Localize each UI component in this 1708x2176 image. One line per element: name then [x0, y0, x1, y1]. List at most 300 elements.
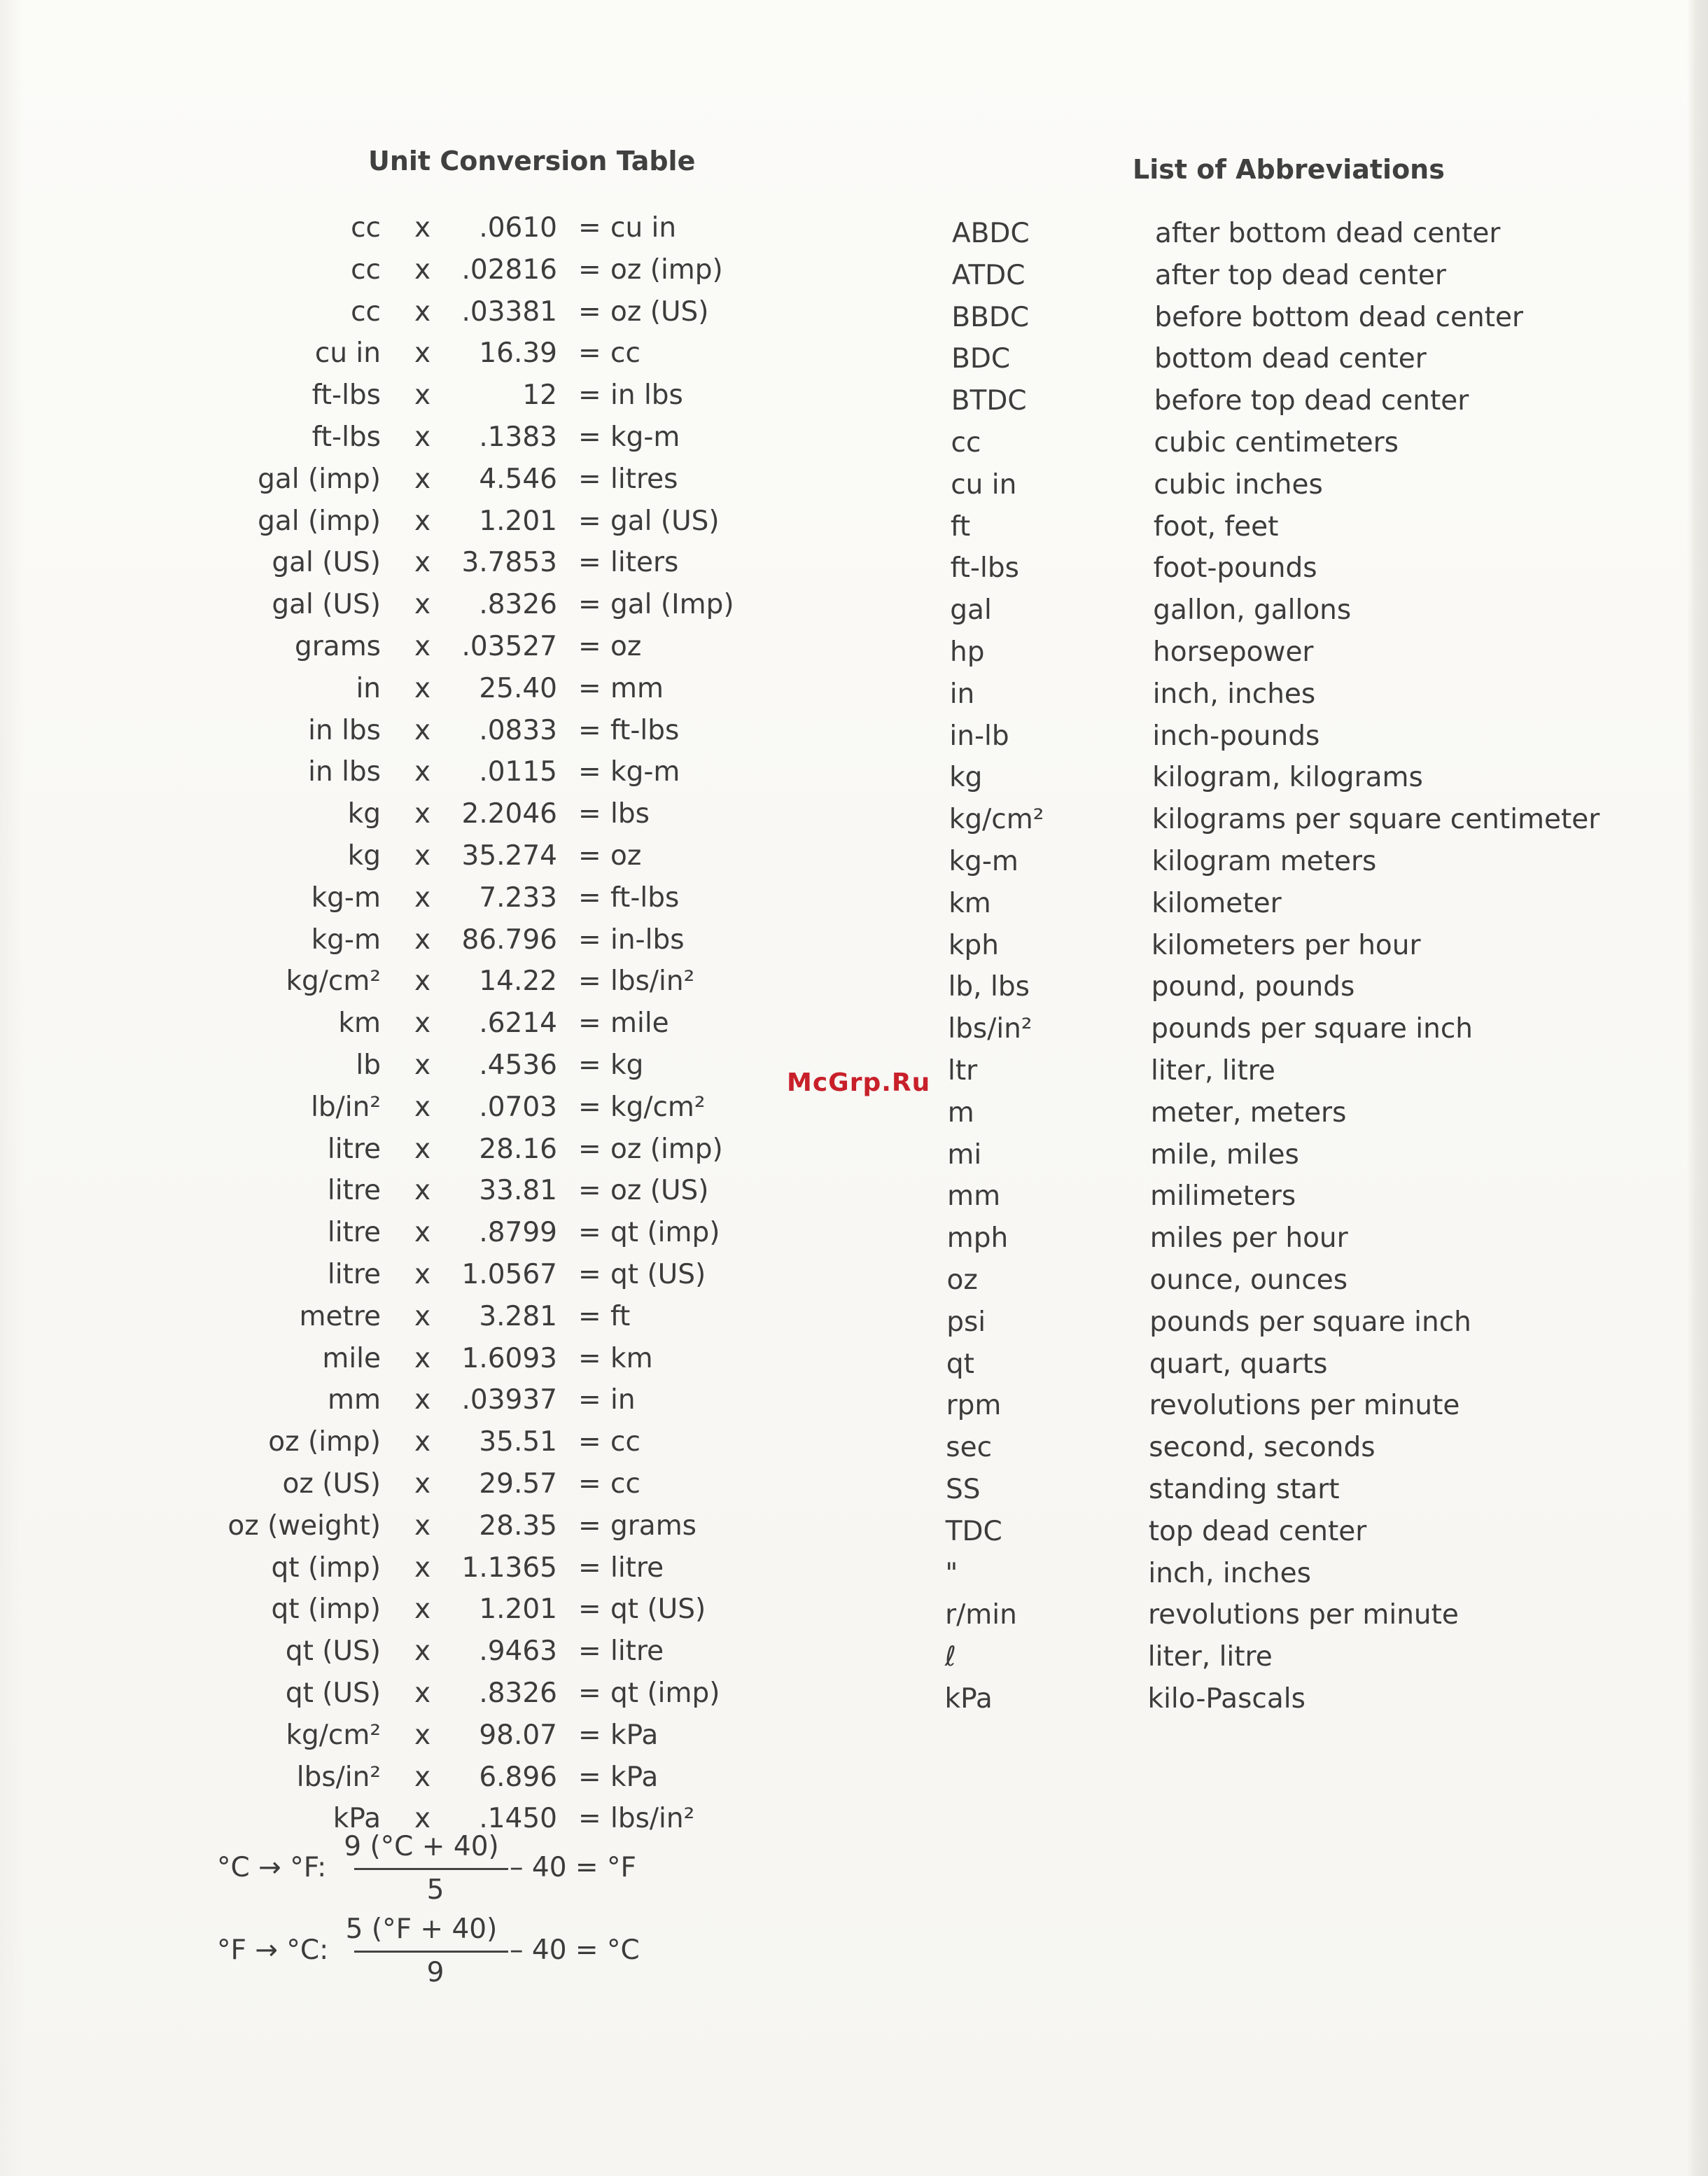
multiply-sign: x [414, 1761, 431, 1793]
conversion-factor: .0610 [479, 212, 557, 244]
conversion-factor: 3.7853 [461, 547, 557, 579]
abbreviation-row [947, 1218, 1708, 1260]
abbreviation-meaning: before top dead center [1154, 385, 1469, 417]
to-unit: gal (US) [610, 505, 720, 537]
abbreviation-meaning: pounds per square inch [1151, 1013, 1473, 1045]
conversion-row [0, 1087, 770, 1129]
abbreviation-row [951, 380, 1708, 422]
conversion-row [0, 877, 770, 919]
abbreviation: BBDC [951, 301, 1030, 333]
abbreviation-meaning: standing start [1149, 1474, 1340, 1505]
abbreviation-row [949, 841, 1708, 883]
formula-tail: – 40 = °F [510, 1852, 636, 1883]
to-unit: cc [610, 1468, 640, 1500]
multiply-sign: x [414, 1678, 431, 1709]
abbreviation-meaning: kilograms per square centimeter [1152, 804, 1600, 836]
abbreviation-meaning: cubic inches [1154, 468, 1323, 501]
multiply-sign: x [414, 337, 431, 370]
equals-sign: = [578, 1719, 601, 1751]
equals-sign: = [578, 1217, 601, 1249]
multiply-sign: x [414, 1719, 431, 1751]
abbreviation-row [945, 1636, 1708, 1678]
from-unit: ft-lbs [312, 421, 381, 453]
multiply-sign: x [414, 1300, 431, 1332]
abbreviation-meaning: gallon, gallons [1153, 594, 1352, 627]
to-unit: ft-lbs [610, 714, 680, 746]
formula-label: °F → °C: [217, 1934, 329, 1966]
conversion-factor: .8799 [479, 1217, 557, 1249]
equals-sign: = [578, 337, 601, 370]
conversion-row [0, 1170, 770, 1212]
abbreviation-meaning: kilo-Pascals [1147, 1683, 1306, 1715]
from-unit: in lbs [308, 756, 381, 788]
equals-sign: = [578, 756, 601, 788]
to-unit: mile [610, 1007, 669, 1040]
conversion-row [0, 1757, 770, 1799]
abbreviation-row [946, 1302, 1708, 1344]
abbreviation-row [952, 255, 1708, 297]
abbreviation: kg [949, 762, 983, 794]
conversion-row [0, 835, 770, 877]
conversion-factor: 12 [522, 379, 557, 412]
to-unit: kg-m [610, 756, 680, 788]
equals-sign: = [578, 589, 601, 621]
to-unit: km [610, 1342, 653, 1374]
abbreviation: qt [946, 1348, 974, 1380]
to-unit: in [610, 1384, 636, 1416]
abbreviation-row [950, 674, 1708, 716]
multiply-sign: x [414, 714, 431, 746]
to-unit: kg-m [610, 421, 680, 453]
abbreviation: oz [946, 1264, 978, 1296]
to-unit: lbs/in² [610, 965, 695, 998]
conversion-factor: .03937 [461, 1384, 557, 1416]
conversion-row [0, 333, 770, 375]
abbreviation-meaning: quart, quarts [1149, 1348, 1328, 1380]
abbreviation: lbs/in² [948, 1013, 1032, 1045]
from-unit: oz (US) [282, 1468, 381, 1500]
abbreviation: mph [946, 1222, 1009, 1255]
abbreviation-row [948, 966, 1708, 1008]
abbreviation-row [950, 590, 1708, 632]
abbreviation-meaning: revolutions per minute [1149, 1390, 1460, 1422]
to-unit: lbs/in² [610, 1803, 695, 1835]
conversion-factor: 6.896 [479, 1761, 557, 1793]
conversion-row [0, 1379, 770, 1421]
equals-sign: = [578, 1091, 601, 1123]
from-unit: lb/in² [311, 1091, 381, 1123]
abbreviation-meaning: foot, feet [1153, 510, 1279, 543]
equals-sign: = [578, 253, 601, 286]
from-unit: litre [327, 1175, 381, 1207]
to-unit: lbs [610, 798, 650, 830]
to-unit: qt (imp) [610, 1217, 720, 1249]
abbreviation: BDC [951, 343, 1011, 375]
conversion-row [0, 207, 770, 249]
abbreviation-meaning: milimeters [1150, 1180, 1296, 1213]
abbreviation-row [951, 338, 1708, 380]
formula-denominator: 5 [426, 1874, 444, 1906]
conversion-row [0, 1296, 770, 1338]
formula-numerator: 5 (°F + 40) [345, 1913, 498, 1945]
conversion-factor: 98.07 [479, 1719, 557, 1751]
from-unit: grams [295, 631, 381, 662]
abbreviation-row [949, 716, 1708, 758]
multiply-sign: x [414, 1468, 431, 1500]
abbreviation-meaning: after top dead center [1154, 259, 1446, 291]
conversion-row [0, 1129, 770, 1171]
conversion-row [0, 1547, 770, 1589]
multiply-sign: x [414, 881, 431, 914]
from-unit: gal (US) [272, 547, 381, 579]
conversion-row [0, 1421, 770, 1463]
conversion-factor: 14.22 [479, 965, 557, 998]
to-unit: mm [610, 672, 664, 704]
conversion-factor: 1.6093 [461, 1342, 557, 1374]
formula-denominator: 9 [426, 1957, 444, 1988]
abbreviation: kph [948, 929, 999, 961]
multiply-sign: x [414, 1259, 431, 1290]
abbreviation-row [945, 1553, 1708, 1595]
conversion-row [0, 793, 770, 835]
from-unit: kg-m [311, 881, 381, 914]
conversion-factor: 35.51 [479, 1426, 557, 1458]
from-unit: metre [299, 1300, 381, 1332]
multiply-sign: x [414, 1049, 431, 1081]
multiply-sign: x [414, 1426, 431, 1458]
abbreviation: " [945, 1557, 958, 1589]
abbreviation: lb, lbs [948, 971, 1030, 1003]
conversion-row [0, 1338, 770, 1380]
to-unit: ft-lbs [610, 881, 680, 914]
conversion-factor: 29.57 [479, 1468, 557, 1500]
equals-sign: = [578, 1007, 601, 1040]
fraction-bar [354, 1868, 508, 1870]
abbreviation-meaning: mile, miles [1150, 1138, 1299, 1171]
abbreviation-meaning: liter, litre [1151, 1055, 1275, 1087]
abbreviation-row [952, 213, 1708, 255]
abbreviation-meaning: liter, litre [1147, 1641, 1273, 1673]
abbreviation-row [945, 1594, 1708, 1636]
multiply-sign: x [414, 1175, 431, 1207]
abbreviation-meaning: miles per hour [1149, 1222, 1348, 1255]
from-unit: litre [327, 1259, 381, 1290]
abbreviation-meaning: kilogram, kilograms [1152, 762, 1423, 794]
multiply-sign: x [414, 212, 431, 244]
abbreviation: ft [950, 510, 971, 543]
conversion-factor: .4536 [479, 1049, 557, 1081]
multiply-sign: x [414, 295, 431, 328]
multiply-sign: x [414, 505, 431, 537]
to-unit: litre [610, 1551, 664, 1584]
equals-sign: = [578, 1259, 601, 1290]
to-unit: in lbs [610, 379, 683, 412]
formula-label: °C → °F: [217, 1852, 327, 1883]
conversion-factor: 16.39 [479, 337, 557, 370]
abbreviation-row [950, 632, 1708, 674]
abbreviation-row [948, 1008, 1708, 1050]
abbreviation: cu in [951, 468, 1017, 501]
abbreviation-row [947, 1260, 1708, 1302]
abbreviation-row [948, 883, 1708, 925]
conversion-row [0, 1589, 770, 1631]
from-unit: mm [328, 1384, 381, 1416]
abbreviation: mi [947, 1138, 982, 1171]
equals-sign: = [578, 547, 601, 579]
abbreviation-row [946, 1385, 1708, 1427]
from-unit: litre [327, 1133, 381, 1165]
abbreviation-meaning: kilogram meters [1152, 846, 1377, 877]
conversion-factor: .03381 [461, 295, 557, 328]
conversion-row [0, 1631, 770, 1673]
from-unit: ft-lbs [312, 379, 381, 412]
to-unit: kg/cm² [610, 1091, 706, 1123]
temperature-formula [217, 1831, 665, 1917]
abbreviation-meaning: pounds per square inch [1149, 1306, 1471, 1338]
conversion-factor: 33.81 [479, 1175, 557, 1207]
formula-numerator: 9 (°C + 40) [344, 1831, 499, 1862]
from-unit: litre [327, 1217, 381, 1249]
conversion-factor: 1.201 [479, 1593, 557, 1626]
multiply-sign: x [414, 1091, 431, 1123]
multiply-sign: x [414, 1593, 431, 1626]
abbreviation: m [947, 1096, 974, 1129]
conversion-factor: .8326 [479, 589, 557, 621]
conversion-factor: .02816 [461, 253, 557, 286]
from-unit: qt (imp) [271, 1551, 381, 1584]
conversion-factor: 86.796 [461, 923, 557, 956]
conversion-factor: 28.35 [479, 1509, 557, 1542]
multiply-sign: x [414, 253, 431, 286]
abbreviation-row [949, 799, 1708, 841]
abbreviation: cc [951, 427, 981, 459]
multiply-sign: x [414, 1133, 431, 1165]
conversion-row [0, 459, 770, 501]
abbreviation-row [947, 1176, 1708, 1218]
from-unit: mile [322, 1342, 381, 1374]
equals-sign: = [578, 672, 601, 704]
conversion-factor: .1450 [479, 1803, 557, 1835]
from-unit: kg-m [311, 923, 381, 956]
conversion-factor: 3.281 [479, 1300, 557, 1332]
abbreviation-row [951, 464, 1708, 506]
conversion-row [0, 919, 770, 961]
from-unit: gal (US) [272, 589, 381, 621]
from-unit: kPa [332, 1803, 381, 1835]
to-unit: kPa [610, 1761, 659, 1793]
multiply-sign: x [414, 756, 431, 788]
to-unit: oz [610, 631, 642, 662]
conversion-row [0, 1463, 770, 1505]
conversion-factor: 35.274 [461, 840, 557, 872]
equals-sign: = [578, 212, 601, 244]
equals-sign: = [578, 295, 601, 328]
abbreviation-row [945, 1678, 1708, 1720]
equals-sign: = [578, 714, 601, 746]
conversion-factor: .9463 [479, 1636, 557, 1668]
abbreviation: ABDC [952, 218, 1030, 249]
conversion-row [0, 1715, 770, 1757]
to-unit: ft [610, 1300, 631, 1332]
equals-sign: = [578, 1593, 601, 1626]
abbreviation-meaning: pound, pounds [1151, 971, 1355, 1003]
multiply-sign: x [414, 421, 431, 453]
abbreviations-title: List of Abbreviations [1133, 154, 1445, 185]
equals-sign: = [578, 1509, 601, 1542]
equals-sign: = [578, 463, 601, 495]
abbreviation-meaning: top dead center [1148, 1515, 1367, 1547]
to-unit: qt (US) [610, 1593, 706, 1626]
multiply-sign: x [414, 1384, 431, 1416]
abbreviation-meaning: inch, inches [1152, 678, 1316, 710]
conversion-factor: 28.16 [479, 1133, 557, 1165]
from-unit: lbs/in² [296, 1761, 381, 1793]
abbreviation: kg-m [948, 846, 1018, 877]
to-unit: cc [610, 1426, 640, 1458]
conversion-row [0, 291, 770, 333]
abbreviation: r/min [945, 1599, 1017, 1631]
from-unit: gal (imp) [258, 463, 381, 495]
abbreviation: km [948, 887, 991, 919]
abbreviation-meaning: inch, inches [1148, 1557, 1311, 1589]
from-unit: oz (weight) [227, 1509, 381, 1542]
abbreviation: BTDC [951, 385, 1027, 417]
equals-sign: = [578, 1384, 601, 1416]
multiply-sign: x [414, 1509, 431, 1542]
from-unit: gal (imp) [258, 505, 381, 537]
abbreviation: sec [946, 1432, 993, 1464]
from-unit: cc [351, 212, 381, 244]
conversion-row [0, 1673, 770, 1715]
conversion-factor: 2.2046 [461, 798, 557, 830]
from-unit: km [338, 1007, 381, 1040]
equals-sign: = [578, 881, 601, 914]
abbreviation: mm [947, 1180, 1001, 1213]
conversion-row [0, 710, 770, 752]
abbreviation: gal [950, 594, 992, 627]
abbreviation-meaning: horsepower [1153, 636, 1314, 668]
conversion-row [0, 668, 770, 710]
abbreviation-meaning: after bottom dead center [1155, 218, 1501, 249]
conversion-row [0, 961, 770, 1003]
to-unit: qt (US) [610, 1259, 706, 1290]
abbreviation-row [947, 1134, 1708, 1176]
abbreviation-row [946, 1344, 1708, 1386]
equals-sign: = [578, 1426, 601, 1458]
from-unit: kg/cm² [286, 1719, 381, 1751]
equals-sign: = [578, 1175, 601, 1207]
multiply-sign: x [414, 1217, 431, 1249]
conversion-factor: 25.40 [479, 672, 557, 704]
equals-sign: = [578, 1803, 601, 1835]
multiply-sign: x [414, 1007, 431, 1040]
from-unit: qt (US) [285, 1636, 381, 1668]
abbreviation-meaning: revolutions per minute [1148, 1599, 1459, 1631]
conversion-row [0, 249, 770, 291]
to-unit: oz (imp) [610, 1133, 723, 1165]
abbreviation: ft-lbs [950, 552, 1019, 585]
conversion-row [0, 626, 770, 668]
conversion-row [0, 1045, 770, 1087]
temperature-formula [217, 1913, 665, 2000]
to-unit: kPa [610, 1719, 659, 1751]
abbreviation: ATDC [951, 259, 1026, 291]
to-unit: cu in [610, 212, 677, 244]
equals-sign: = [578, 840, 601, 872]
conversion-row [0, 501, 770, 543]
equals-sign: = [578, 1342, 601, 1374]
to-unit: oz [610, 840, 642, 872]
abbreviation-meaning: kilometers per hour [1151, 929, 1421, 961]
fraction-bar [354, 1951, 508, 1953]
multiply-sign: x [414, 672, 431, 704]
conversion-factor: .0703 [479, 1091, 557, 1123]
to-unit: qt (imp) [610, 1678, 720, 1709]
multiply-sign: x [414, 1803, 431, 1835]
from-unit: qt (imp) [271, 1593, 381, 1626]
conversion-factor: .8326 [479, 1678, 557, 1709]
abbreviation-row [951, 422, 1708, 464]
abbreviation-meaning: ounce, ounces [1149, 1264, 1348, 1296]
conversion-table-title: Unit Conversion Table [368, 146, 696, 176]
abbreviation-meaning: kilometer [1152, 887, 1282, 919]
from-unit: cu in [314, 337, 381, 370]
from-unit: kg [347, 840, 381, 872]
abbreviation-row [946, 1427, 1708, 1469]
abbreviation-meaning: bottom dead center [1154, 343, 1427, 375]
abbreviation-row [949, 757, 1708, 799]
conversion-factor: 7.233 [479, 881, 557, 914]
from-unit: in lbs [308, 714, 381, 746]
conversion-row [0, 375, 770, 417]
abbreviation: kg/cm² [948, 804, 1044, 836]
from-unit: oz (imp) [268, 1426, 381, 1458]
to-unit: cc [610, 337, 640, 370]
conversion-factor: .6214 [479, 1007, 557, 1040]
conversion-row [0, 584, 770, 626]
abbreviation-meaning: inch-pounds [1152, 720, 1320, 752]
abbreviation: TDC [945, 1515, 1002, 1547]
conversion-factor: .0115 [479, 756, 557, 788]
abbreviation: in [949, 678, 975, 710]
conversion-row [0, 1003, 770, 1045]
from-unit: cc [351, 295, 381, 328]
equals-sign: = [578, 505, 601, 537]
equals-sign: = [578, 1761, 601, 1793]
from-unit: qt (US) [285, 1678, 381, 1709]
equals-sign: = [578, 1636, 601, 1668]
to-unit: oz (US) [610, 295, 709, 328]
abbreviation-row [951, 506, 1708, 548]
conversion-factor: 1.1365 [461, 1551, 557, 1584]
abbreviation: in-lb [949, 720, 1009, 752]
equals-sign: = [578, 1133, 601, 1165]
equals-sign: = [578, 1300, 601, 1332]
conversion-row [0, 542, 770, 584]
conversion-factor: 4.546 [479, 463, 557, 495]
equals-sign: = [578, 1551, 601, 1584]
abbreviation: rpm [946, 1390, 1002, 1422]
equals-sign: = [578, 421, 601, 453]
conversion-row [0, 1254, 770, 1296]
multiply-sign: x [414, 1342, 431, 1374]
from-unit: kg/cm² [286, 965, 381, 998]
equals-sign: = [578, 1678, 601, 1709]
equals-sign: = [578, 1049, 601, 1081]
multiply-sign: x [414, 463, 431, 495]
multiply-sign: x [414, 631, 431, 662]
abbreviation: hp [950, 636, 985, 668]
